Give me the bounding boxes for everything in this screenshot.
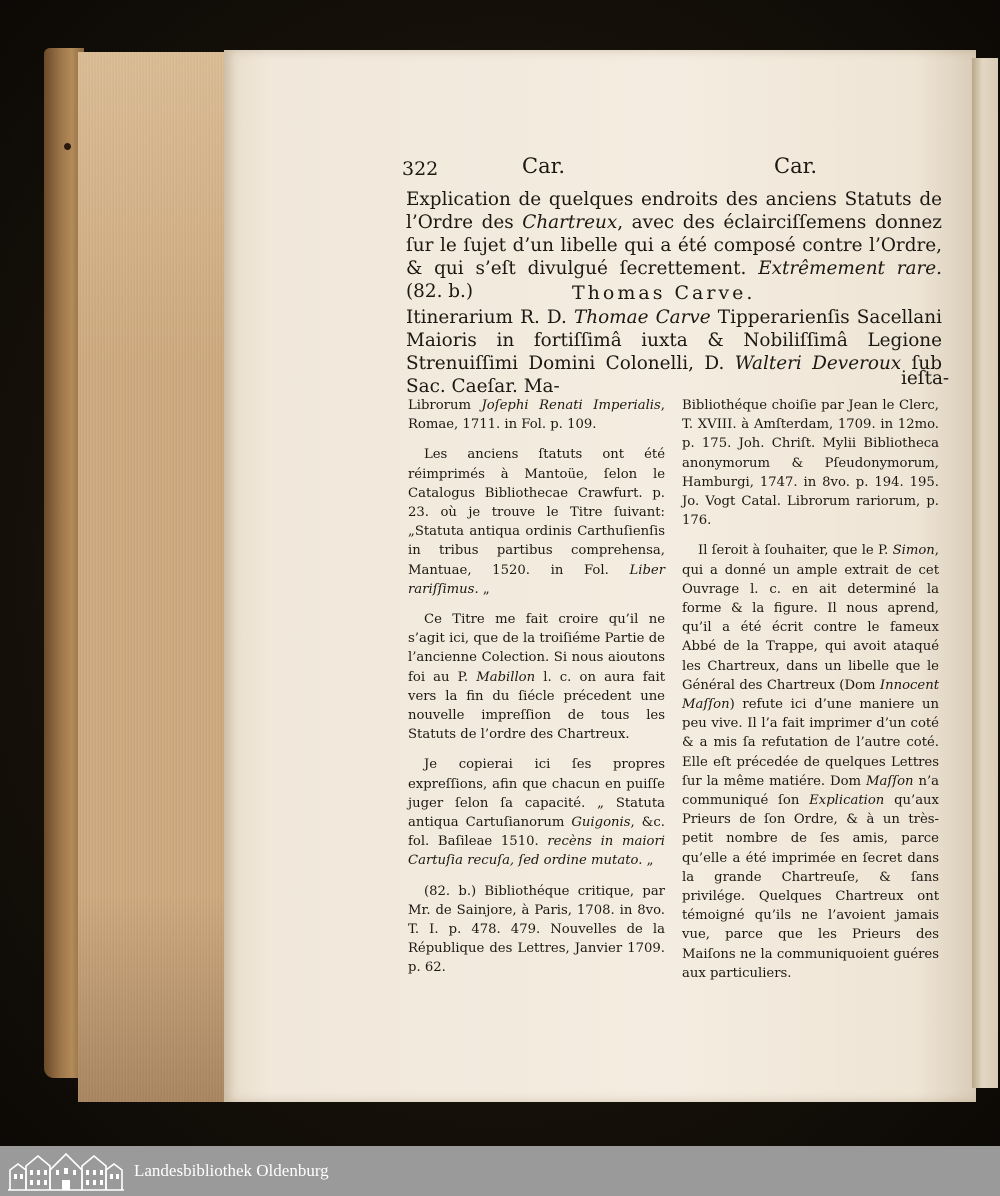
library-name: Landesbibliothek Oldenburg [134,1161,329,1180]
left-paragraph-4: Je copierai ici ſes propres expreſſions, afin que chacun en puiſſe juger ſelon ſa capacité. „ Statuta antiqua Cartuſianorum Guigonis, &c. fol. Baſileae 1510. recèns in maiori Cartuſia recuſa, ſed ordine mutato. „ [408,757,666,869]
cover-nail-mark [64,143,71,150]
left-paragraph-3: Ce Titre me fait croire qu’il ne s’agit ici, que de la troiſiéme Partie de l’ancienne Colection. Si nous aioutons foi au P. Mabillon l. c. on aura fait vers la fin du ſiécle précedent une nouvelle impreſſion de tous les Statuts de l’ordre des Chartreux. [408,612,665,743]
left-paragraph-2: Les anciens ſtatuts ont été réimprimés à Mantoüe, ſelon le Catalogus Bibliothecae Crawfurt. p. 23. où je trouve le Titre ſuivant: „Statuta antiqua ordinis Carthuſienſis in tribus partibus comprehensa, Mantuae, 1520. in Fol. Liber rariſſimus. „ [408,447,665,597]
page-fore-edge [78,52,228,1102]
running-head-right: Car. [774,154,817,178]
intro-entry: Explication de quelques endroits des anciens Statuts de l’Ordre des Chartreux, avec des éclairciſſemens donnez ſur le ſujet d’un libelle qui a été composé contre l’Ordre, & qui s’eſt divulgué ſecrettement. Extrêmement rare. (82. b.) [406,189,942,302]
book-entry-title: Itinerarium R. D. Thomae Carve Tipperarienſis Sacellani Maioris in fortiſſimâ iuxta & Nobiliſſimâ Legione Strenuiſſimi Domini Colonelli, D. Walteri Deveroux ſub Sac. Caeſar. Ma- [406,307,942,397]
right-paragraph-2: Il ſeroit à ſouhaiter, que le P. Simon, qui a donné un ample extrait de cet Ouvrage l. c. en ait determiné la forme & la figure. Il nous aprend, qu’il a été écrit contre le fameux Abbé de la Trappe, qui avoit ataqué les Chartreux, dans un libelle que le Général des Chartreux (Dom Innocent Maſſon) refute ici d’une maniere un peu vive. Il l’a fait imprimer d’un coté & a mis ſa refutation de l’autre coté. Elle eſt précedée de quelques Lettres ſur la même matiére. Dom Maſſon n’a communiqué ſon Explication qu’aux Prieurs de ſon Ordre, & à un très-petit nombre de ſes amis, parce qu’elle a été imprimée en ſecret dans la grande Chartreuſe, & ſans privilége. Quelques Chartreux ont témoigné qu’ils ne l’avoient jamais vue, parce que les Prieurs des Maiſons ne la communiquoient guéres aux particuliers. [682,543,939,981]
left-column [408,396,665,989]
right-column [682,396,939,994]
right-paragraph-1: Bibliothéque choiſie par Jean le Clerc, T. XVIII. à Amſterdam, 1709. in 12mo. p. 175. Joh. Chriſt. Mylii Bibliotheca anonymorum & Pſeudonymorum, Hamburgi, 1747. in 8vo. p. 194. 195. Jo. Vogt Catal. Librorum rariorum, p. 176. [682,398,939,529]
page-number: 322 [402,158,439,180]
facing-page-edge [972,58,998,1088]
running-head-left: Car. [522,154,565,178]
author-heading: Thomas Carve. [572,282,756,304]
left-paragraph-1: Librorum Joſephi Renati Imperialis, Romae, 1711. in Fol. p. 109. [408,398,665,433]
left-paragraph-5: (82. b.) Bibliothéque critique, par Mr. de Sainjore, à Paris, 1708. in 8vo. T. I. p. 478. 479. Nouvelles de la République des Lettres, Janvier 1709. p. 62. [408,883,665,976]
library-building-logo-icon [8,1150,124,1192]
catchword: ieſta- [901,368,950,389]
